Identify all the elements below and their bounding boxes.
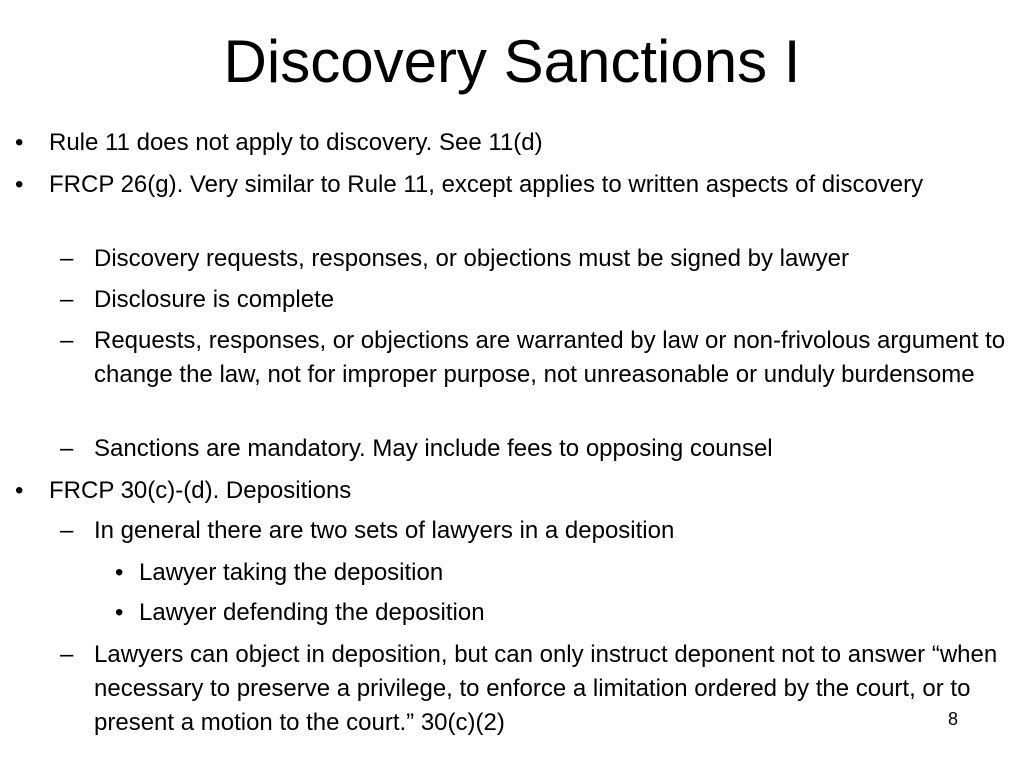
bullet-text: FRCP 30(c)-(d). Depositions: [49, 477, 352, 504]
sub-bullet-text: Disclosure is complete: [94, 286, 335, 313]
sub-sub-bullet-text: Lawyer defending the deposition: [139, 599, 485, 626]
sub-sub-bullet-marker: •: [115, 599, 124, 626]
sub-bullet-marker: –: [60, 245, 74, 272]
sub-bullet-marker: –: [60, 641, 74, 668]
bullet-marker: •: [15, 477, 24, 504]
sub-sub-bullet-marker: •: [115, 559, 124, 586]
sub-bullet-text: Discovery requests, responses, or objections must be signed by lawyer: [94, 245, 850, 272]
sub-bullet-marker: –: [60, 327, 74, 354]
bullet-text: Rule 11 does not apply to discovery. See 11(d): [49, 129, 543, 156]
bullet-marker: •: [15, 171, 24, 198]
slide-number: 8: [948, 709, 959, 729]
bullet-text: FRCP 26(g). Very similar to Rule 11, except applies to written aspects of discovery: [49, 171, 924, 198]
sub-bullet-text: In general there are two sets of lawyers in a deposition: [94, 517, 675, 544]
sub-bullet-text: Lawyers can object in deposition, but can only instruct deponent not to answer “when necessary to preserve a privilege, to enforce a limitation ordered by the court, or to present a motion to the court.” 30(c)(2): [94, 641, 998, 736]
sub-bullet-text: Requests, responses, or objections are warranted by law or non-frivolous argument to change the law, not for improper purpose, not unreasonable or unduly burdensome: [94, 327, 1006, 388]
slide-title: Discovery Sanctions I: [223, 28, 801, 95]
sub-bullet-marker: –: [60, 517, 74, 544]
sub-bullet-text: Sanctions are mandatory. May include fees to opposing counsel: [94, 435, 773, 462]
bullet-marker: •: [15, 129, 24, 156]
sub-bullet-marker: –: [60, 286, 74, 313]
sub-bullet-marker: –: [60, 435, 74, 462]
sub-sub-bullet-text: Lawyer taking the deposition: [139, 559, 444, 586]
